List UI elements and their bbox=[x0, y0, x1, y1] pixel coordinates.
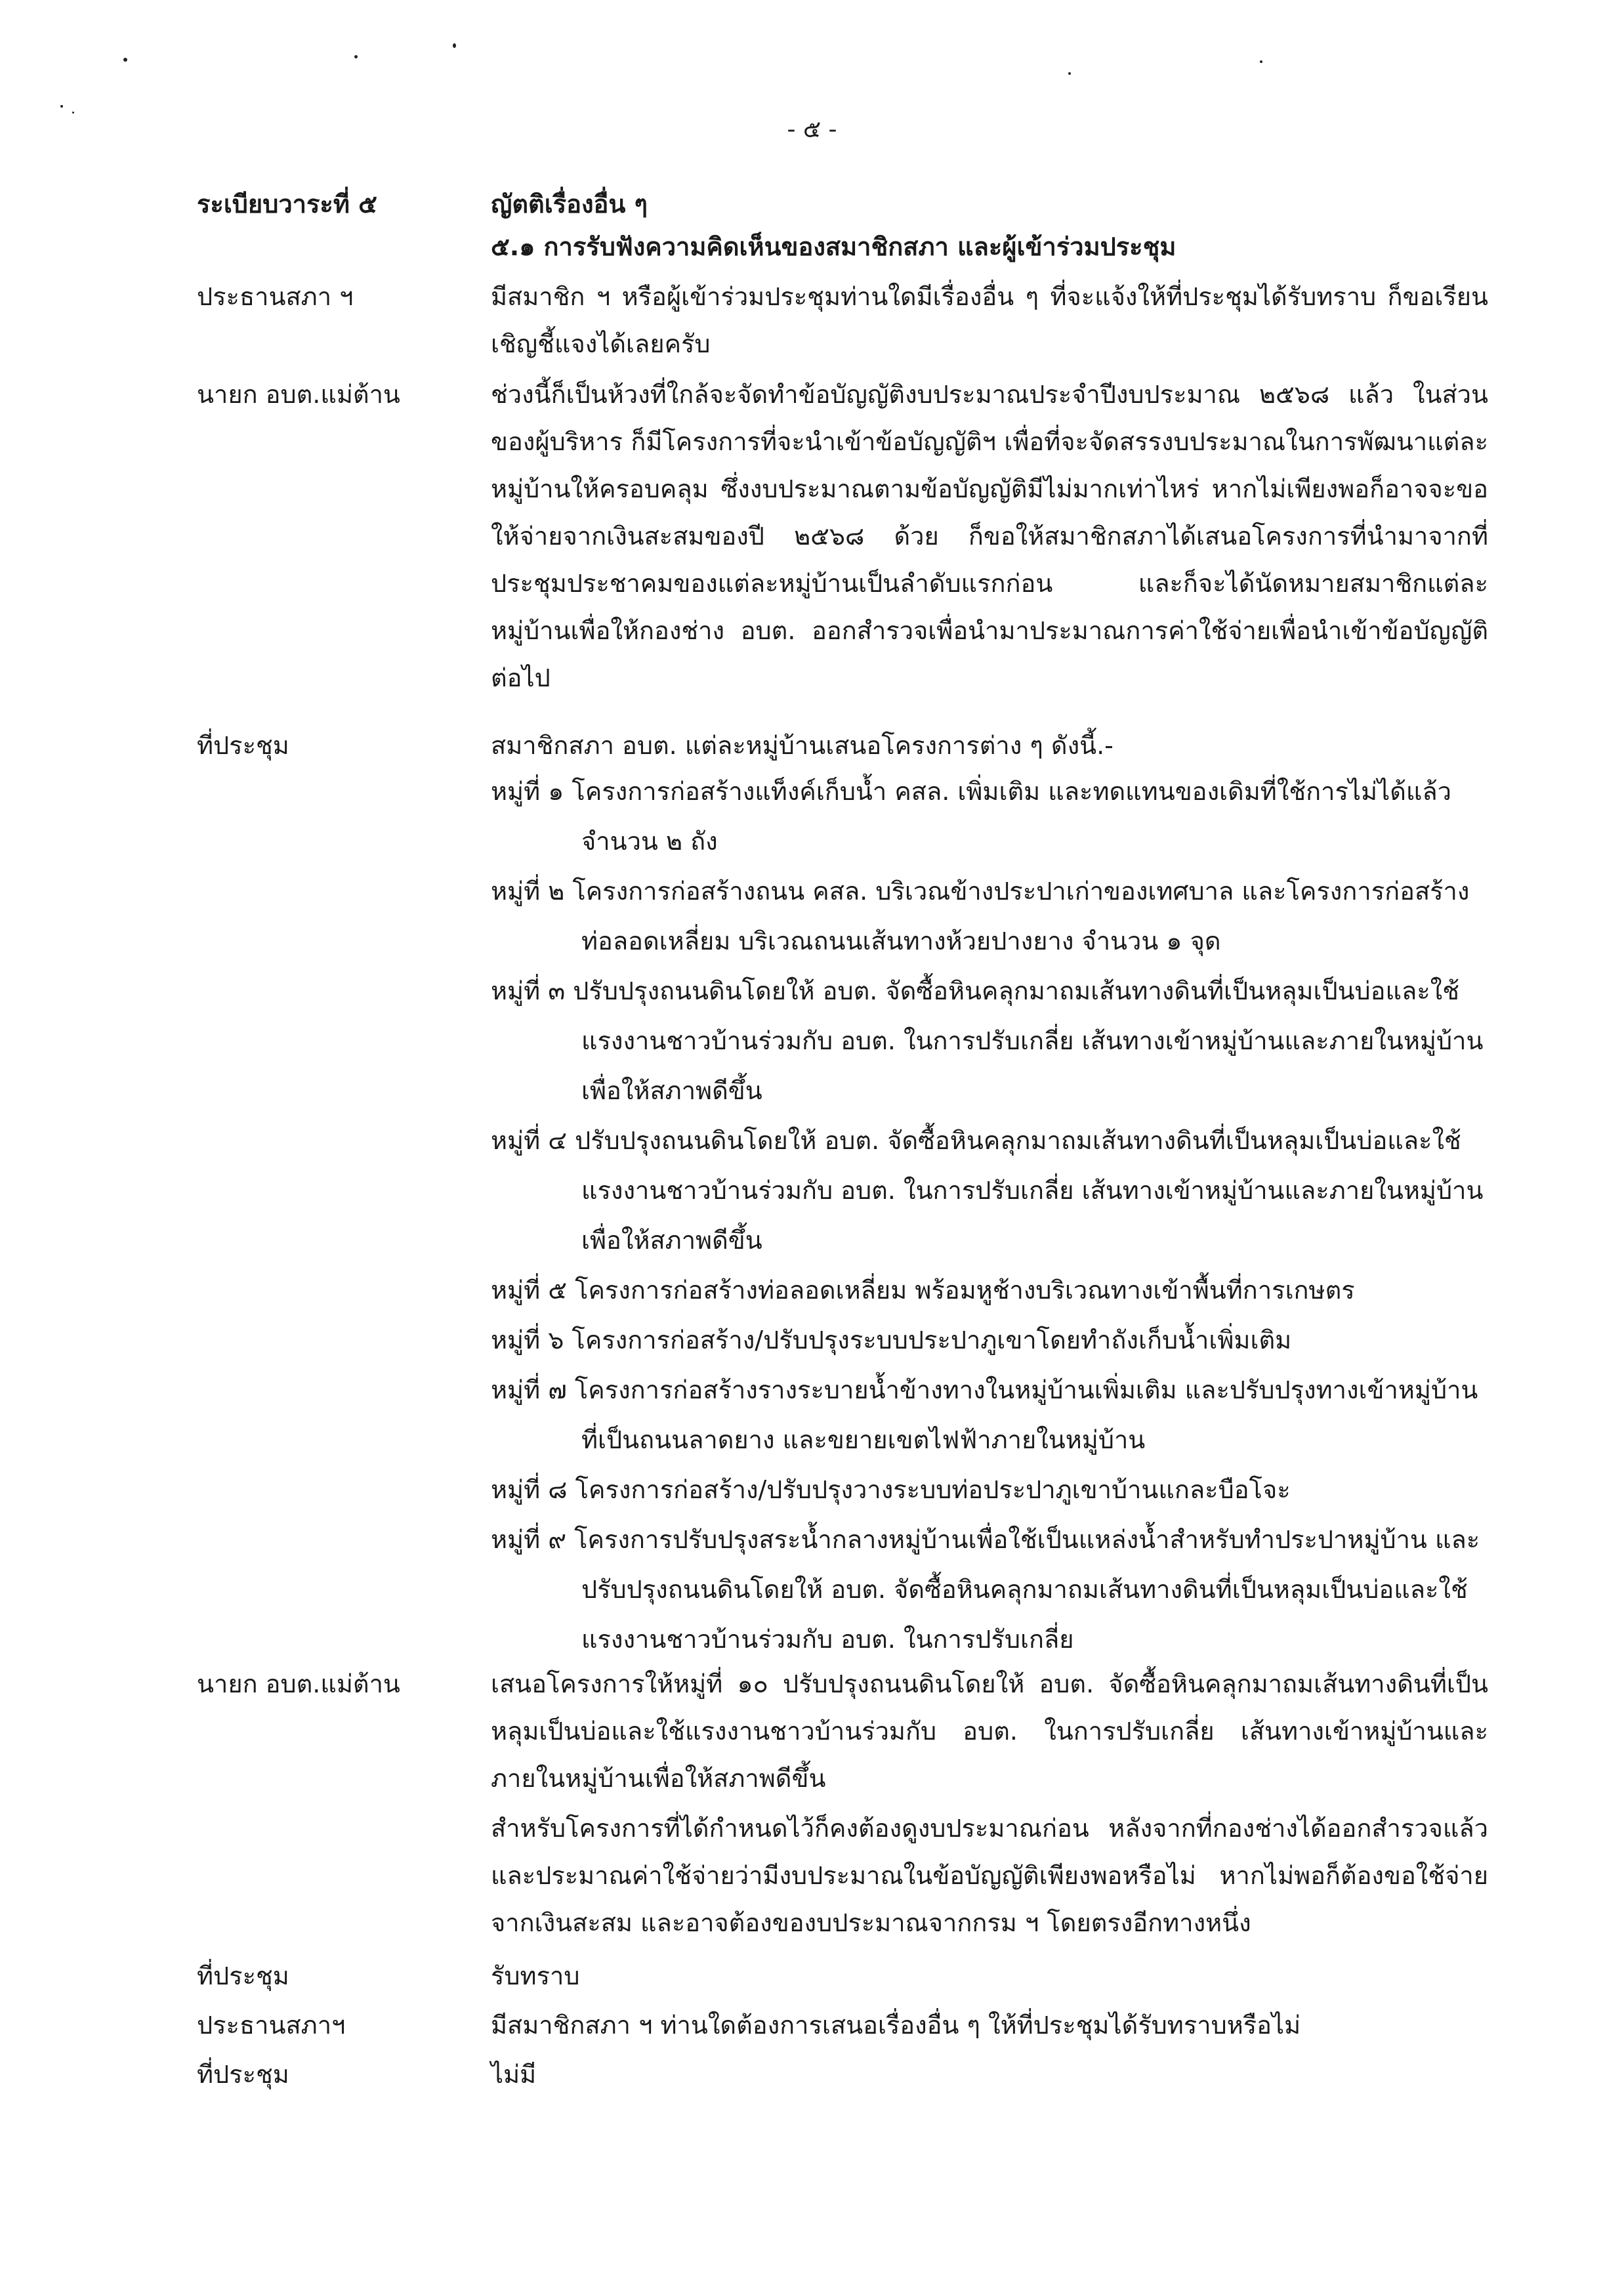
entry-text: ไม่มี bbox=[491, 2060, 537, 2089]
list-item: หมู่ที่ ๕ โครงการก่อสร้างท่อลอดเหลี่ยม พร้อมหูช้างบริเวณทางเข้าพื้นที่การเกษตร bbox=[491, 1276, 1355, 1305]
agenda-label: ระเบียบวาระที่ ๕ bbox=[197, 190, 377, 219]
village-project-list bbox=[491, 766, 1488, 1664]
entry-text-continued: สำหรับโครงการที่ได้กำหนดไว้ก็คงต้องดูงบประมาณก่อน หลังจากที่กองช่างได้ออกสำรวจแล้ว และประมาณค่าใช้จ่ายว่ามีงบประมาณในข้อบัญญัติเพียงพอหรือไม่ หากไม่พอก็ต้องขอใช้จ่ายจากเงินสะสม และอาจต้องของบประมาณจากกรม ฯ โดยตรงอีกทางหนึ่ง bbox=[491, 1814, 1488, 1937]
speaker-label: ที่ประชุม bbox=[197, 731, 289, 760]
list-item: หมู่ที่ ๗ โครงการก่อสร้างรางระบายน้ำข้างทางในหมู่บ้านเพิ่มเติม และปรับปรุงทางเข้าหมู่บ้านที่เป็นถนนลาดยาง และขยายเขตไฟฟ้าภายในหมู่บ้าน bbox=[491, 1375, 1478, 1454]
list-item: หมู่ที่ ๘ โครงการก่อสร้าง/ปรับปรุงวางระบบท่อประปาภูเขาบ้านแกละบือโจะ bbox=[491, 1475, 1291, 1504]
entry-text: รับทราบ bbox=[491, 1962, 580, 1990]
entry-text: ช่วงนี้ก็เป็นห้วงที่ใกล้จะจัดทำข้อบัญญัติงบประมาณประจำปีงบประมาณ ๒๕๖๘ แล้ว ในส่วนของผู้บริหาร ก็มีโครงการที่จะนำเข้าข้อบัญญัติฯ เพื่อที่จะจัดสรรงบประมาณในการพัฒนาแต่ละหมู่บ้านให้ครอบคลุม ซึ่งงบประมาณตามข้อบัญญัติมีไม่มากเท่าไหร่ หากไม่เพียงพอก็อาจจะขอให้จ่ายจากเงินสะสมของปี ๒๕๖๘ ด้วย ก็ขอให้สมาชิกสภาได้เสนอโครงการที่นำมาจากที่ประชุมประชาคมของแต่ละหมู่บ้านเป็นลำดับแรกก่อน และก็จะได้นัดหมายสมาชิกแต่ละหมู่บ้านเพื่อให้กองช่าง อบต. ออกสำรวจเพื่อนำมาประมาณการค่าใช้จ่ายเพื่อนำเข้าข้อบัญญัติต่อไป bbox=[491, 380, 1488, 692]
list-item: หมู่ที่ ๙ โครงการปรับปรุงสระน้ำกลางหมู่บ้านเพื่อใช้เป็นแหล่งน้ำสำหรับทำประปาหมู่บ้าน และปรับปรุงถนนดินโดยให้ อบต. จัดซื้อหินคลุกมาถมเส้นทางดินที่เป็นหลุมเป็นบ่อและใช้แรงงานชาวบ้านร่วมกับ อบต. ในการปรับเกลี่ย bbox=[491, 1525, 1480, 1654]
speaker-label: ที่ประชุม bbox=[197, 1962, 289, 1990]
list-item: หมู่ที่ ๔ ปรับปรุงถนนดินโดยให้ อบต. จัดซื้อหินคลุกมาถมเส้นทางดินที่เป็นหลุมเป็นบ่อและใช้แรงงานชาวบ้านร่วมกับ อบต. ในการปรับเกลี่ย เส้นทางเข้าหมู่บ้านและภายในหมู่บ้านเพื่อให้สภาพดีขึ้น bbox=[491, 1126, 1484, 1255]
list-item: หมู่ที่ ๓ ปรับปรุงถนนดินโดยให้ อบต. จัดซื้อหินคลุกมาถมเส้นทางดินที่เป็นหลุมเป็นบ่อและใช้แรงงานชาวบ้านร่วมกับ อบต. ในการปรับเกลี่ย เส้นทางเข้าหมู่บ้านและภายในหมู่บ้านเพื่อให้สภาพดีขึ้น bbox=[491, 976, 1484, 1105]
list-item: หมู่ที่ ๑ โครงการก่อสร้างแท็งค์เก็บน้ำ คสล. เพิ่มเติม และทดแทนของเดิมที่ใช้การไม่ได้แล้ว จำนวน ๒ ถัง bbox=[491, 777, 1451, 856]
speaker-label: ที่ประชุม bbox=[197, 2060, 289, 2089]
page-number: - ๕ - bbox=[787, 116, 837, 143]
list-item: หมู่ที่ ๒ โครงการก่อสร้างถนน คสล. บริเวณข้างประปาเก่าของเทศบาล และโครงการก่อสร้างท่อลอดเหลี่ยม บริเวณถนนเส้นทางห้วยปางยาง จำนวน ๑ จุด bbox=[491, 877, 1470, 955]
agenda-title: ญัตติเรื่องอื่น ๆ bbox=[491, 190, 648, 219]
entry-text: เสนอโครงการให้หมู่ที่ ๑๐ ปรับปรุงถนนดินโดยให้ อบต. จัดซื้อหินคลุกมาถมเส้นทางดินที่เป็นหลุมเป็นบ่อและใช้แรงงานชาวบ้านร่วมกับ อบต. ในการปรับเกลี่ย เส้นทางเข้าหมู่บ้านและภายในหมู่บ้านเพื่อให้สภาพดีขึ้น bbox=[491, 1669, 1488, 1793]
entry-text: มีสมาชิกสภา ฯ ท่านใดต้องการเสนอเรื่องอื่น ๆ ให้ที่ประชุมได้รับทราบหรือไม่ bbox=[491, 2011, 1301, 2040]
entry-text: มีสมาชิก ฯ หรือผู้เข้าร่วมประชุมท่านใดมีเรื่องอื่น ๆ ที่จะแจ้งให้ที่ประชุมได้รับทราบ ก็ขอเรียนเชิญชี้แจงได้เลยครับ bbox=[491, 282, 1488, 358]
speaker-label: ประธานสภาฯ bbox=[197, 2011, 346, 2040]
entry-intro: สมาชิกสภา อบต. แต่ละหมู่บ้านเสนอโครงการต่าง ๆ ดังนี้.- bbox=[491, 731, 1114, 760]
scan-speck bbox=[453, 43, 456, 48]
scan-speck bbox=[1260, 60, 1262, 63]
scan-speck bbox=[1068, 72, 1071, 75]
speaker-label: ประธานสภา ฯ bbox=[197, 282, 354, 311]
scan-speck bbox=[60, 105, 63, 108]
list-item: หมู่ที่ ๖ โครงการก่อสร้าง/ปรับปรุงระบบประปาภูเขาโดยทำถังเก็บน้ำเพิ่มเติม bbox=[491, 1326, 1292, 1354]
scan-speck bbox=[354, 55, 358, 58]
speaker-label: นายก อบต.แม่ต้าน bbox=[197, 1669, 400, 1698]
agenda-subtitle: ๕.๑ การรับฟังความคิดเห็นของสมาชิกสภา และผู้เข้าร่วมประชุม bbox=[491, 232, 1176, 261]
scan-speck bbox=[123, 58, 127, 62]
speaker-label: นายก อบต.แม่ต้าน bbox=[197, 380, 400, 409]
